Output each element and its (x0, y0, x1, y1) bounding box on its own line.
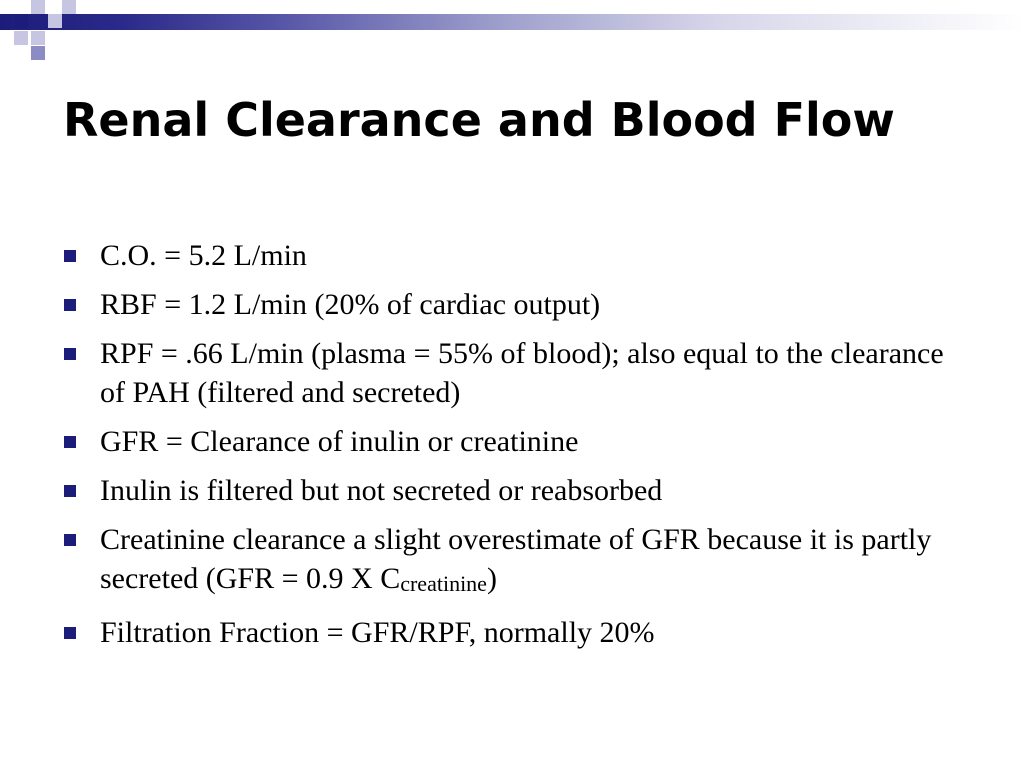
decor-square (31, 31, 45, 45)
decor-square (31, 0, 45, 14)
bullet-item (63, 520, 963, 603)
decor-square (62, 0, 76, 14)
bullet-text (100, 523, 931, 595)
bullet-item (63, 285, 963, 324)
decor-square (14, 31, 28, 45)
bullet-item (63, 471, 963, 510)
bullet-item (63, 334, 963, 412)
bullet-item (63, 236, 963, 275)
square-bullet-icon (64, 436, 76, 448)
bullet-text-close: ) (486, 562, 497, 595)
bullet-text: Inulin is filtered but not secreted or reabsorbed (100, 474, 663, 507)
bullet-text: C.O. = 5.2 L/min (100, 239, 307, 272)
bullet-text: RBF = 1.2 L/min (20% of cardiac output) (100, 288, 601, 321)
decor-square (14, 14, 28, 28)
bullet-item (63, 422, 963, 461)
bullet-text: RPF = .66 L/min (plasma = 55% of blood); also equal to the clearance of PAH (filtered and secreted) (100, 337, 944, 409)
bullet-list (63, 236, 963, 662)
bullet-text: GFR = Clearance of inulin or creatinine (100, 425, 579, 458)
decor-square (48, 14, 62, 28)
square-bullet-icon (64, 348, 76, 360)
decor-square (31, 46, 45, 60)
square-bullet-icon (64, 485, 76, 497)
square-bullet-icon (64, 627, 76, 639)
header-gradient-bar (0, 14, 1024, 30)
square-bullet-icon (64, 250, 76, 262)
bullet-item (63, 613, 963, 652)
square-bullet-icon (64, 299, 76, 311)
slide-title: Renal Clearance and Blood Flow (63, 93, 895, 147)
bullet-text: Filtration Fraction = GFR/RPF, normally 20% (100, 616, 655, 649)
square-bullet-icon (64, 534, 76, 546)
creatinine-subscript: creatinine (400, 571, 487, 596)
bullet-text-main: Creatinine clearance a slight overestimate of GFR because it is partly secreted (GFR = 0.9 X C (100, 523, 932, 595)
